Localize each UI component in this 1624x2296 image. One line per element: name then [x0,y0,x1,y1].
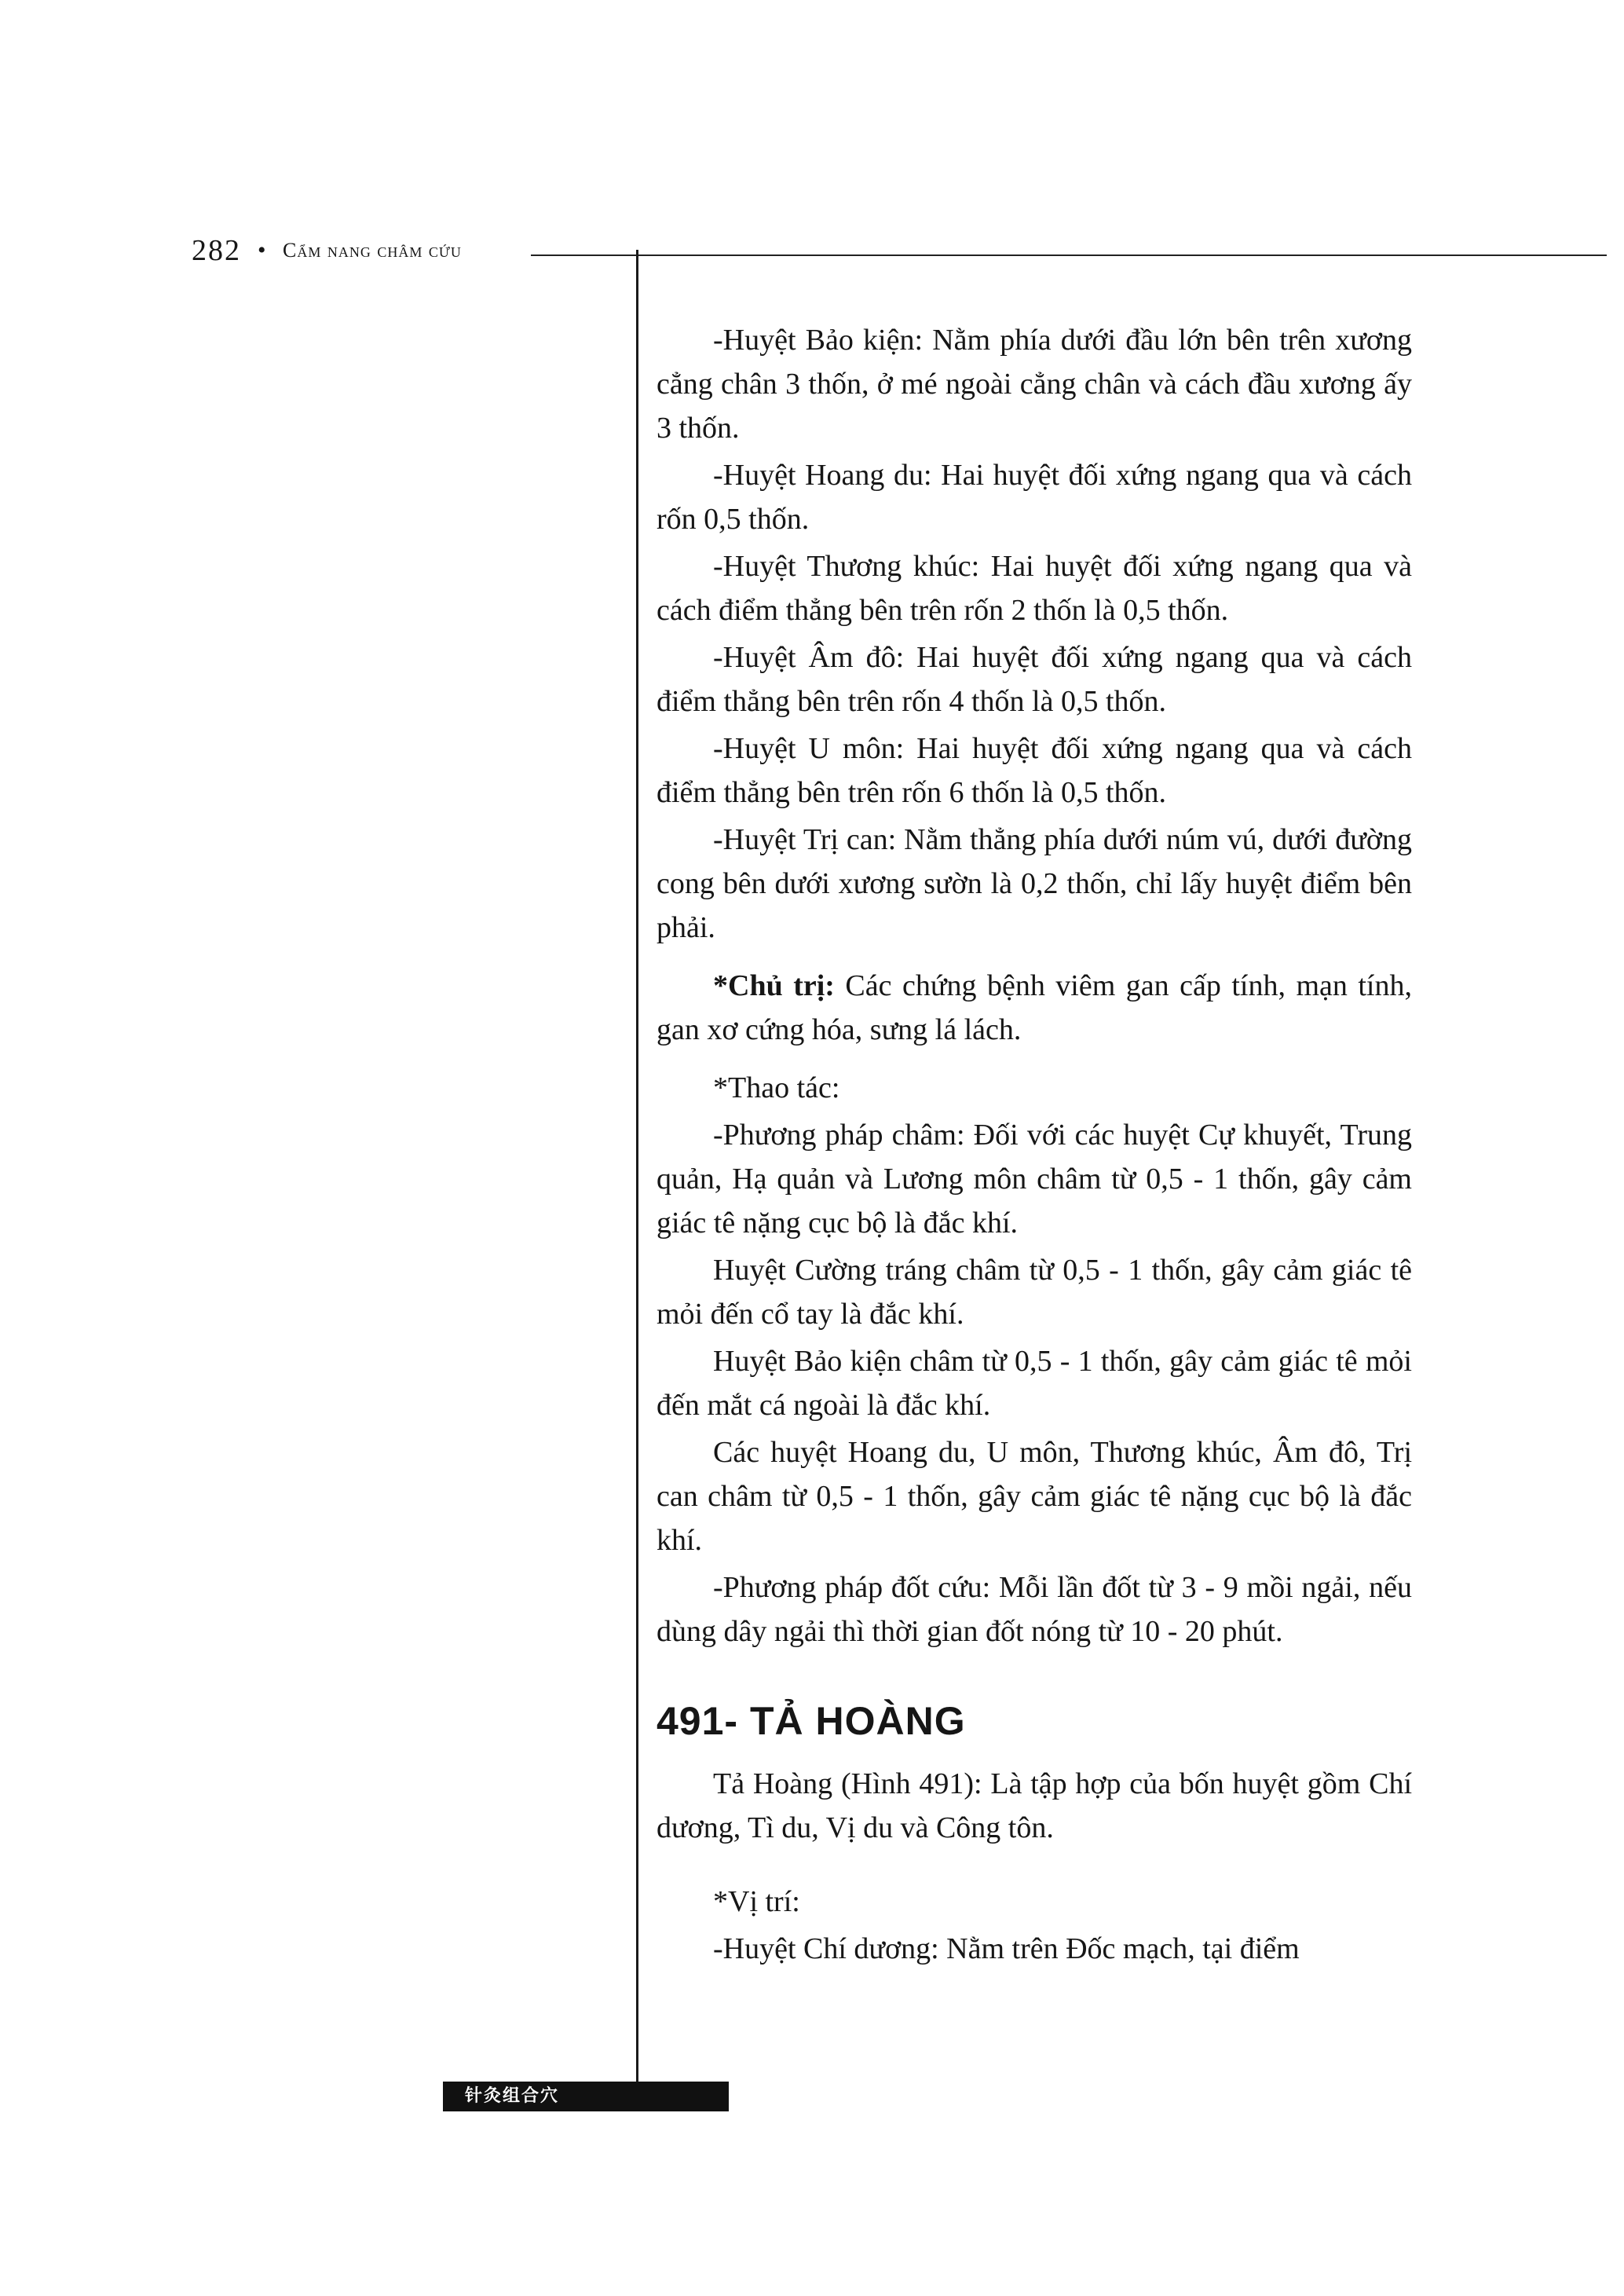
paragraph-dot-cuu: -Phương pháp đốt cứu: Mỗi lần đốt từ 3 - 9 mồi ngải, nếu dùng dây ngải thì thời gian đốt nóng từ 10 - 20 phút. [657,1571,1412,1648]
chu-tri-label: *Chủ trị: [713,969,835,1002]
main-text-column [657,318,1412,1974]
chu-tri-text: Các chứng bệnh viêm gan cấp tính, mạn tính, gan xơ cứng hóa, sưng lá lách. [657,969,1412,1046]
paragraph-tri-can: -Huyệt Trị can: Nằm thẳng phía dưới núm vú, dưới đường cong bên dưới xương sườn là 0,2 thốn, chỉ lấy huyệt điểm bên phải. [657,823,1412,944]
paragraph-section-intro: Tả Hoàng (Hình 491): Là tập hợp của bốn huyệt gồm Chí dương, Tì du, Vị du và Công tôn. [657,1767,1412,1844]
paragraph-bao-kien-cham: Huyệt Bảo kiện châm từ 0,5 - 1 thốn, gây cảm giác tê mỏi đến mắt cá ngoài là đắc khí. [657,1345,1412,1422]
thao-tac-label [657,1066,1412,1113]
paragraph-u-mon: -Huyệt U môn: Hai huyệt đối xứng ngang qua và cách điểm thẳng bên trên rốn 6 thốn là 0,5 thốn. [657,732,1412,809]
paragraph-phuong-phap-cham: -Phương pháp châm: Đối với các huyệt Cự khuyết, Trung quản, Hạ quản và Lương môn châm từ 0,5 - 1 thốn, gây cảm giác tê nặng cục bộ là đắc khí. [657,1119,1412,1240]
page-header [192,231,1417,270]
paragraph-cac-huyet: Các huyệt Hoang du, U môn, Thương khúc, Âm đô, Trị can châm từ 0,5 - 1 thốn, gây cảm giác tê nặng cục bộ là đắc khí. [657,1436,1412,1557]
running-title: Cẩm nang châm cứu [283,239,462,262]
section-heading: 491- TẢ HOÀNG [657,1699,966,1743]
paragraph-am-do: -Huyệt Âm đô: Hai huyệt đối xứng ngang qua và cách điểm thẳng bên trên rốn 4 thốn là 0,5 thốn. [657,641,1412,718]
footer-bar [443,2082,729,2111]
paragraph-cuong-trang: Huyệt Cường tráng châm từ 0,5 - 1 thốn, gây cảm giác tê mỏi đến cổ tay là đắc khí. [657,1254,1412,1331]
header-bullet: • [258,237,266,263]
paragraph-chi-duong: -Huyệt Chí dương: Nằm trên Đốc mạch, tại điểm [713,1932,1300,1965]
page-number: 282 [192,234,241,267]
spacer [657,1853,1412,1880]
paragraph-chu-tri [657,964,1412,1055]
column-divider-rule [636,250,638,2111]
paragraph-hoang-du: -Huyệt Hoang du: Hai huyệt đối xứng ngang qua và cách rốn 0,5 thốn. [657,459,1412,536]
footer-chinese-title: 针灸组合穴 [465,2086,560,2106]
vi-tri-label-text: *Vị trí: [713,1885,800,1918]
paragraph-bao-kien: -Huyệt Bảo kiện: Nằm phía dưới đầu lớn bên trên xương cẳng chân 3 thốn, ở mé ngoài cẳng chân và cách đầu xương ấy 3 thốn. [657,324,1412,445]
header-rule [531,255,1607,256]
vi-tri-label [657,1880,1412,1927]
thao-tac-label-text: *Thao tác: [713,1071,840,1104]
paragraph-thuong-khuc: -Huyệt Thương khúc: Hai huyệt đối xứng ngang qua và cách điểm thẳng bên trên rốn 2 thốn là 0,5 thốn. [657,550,1412,627]
